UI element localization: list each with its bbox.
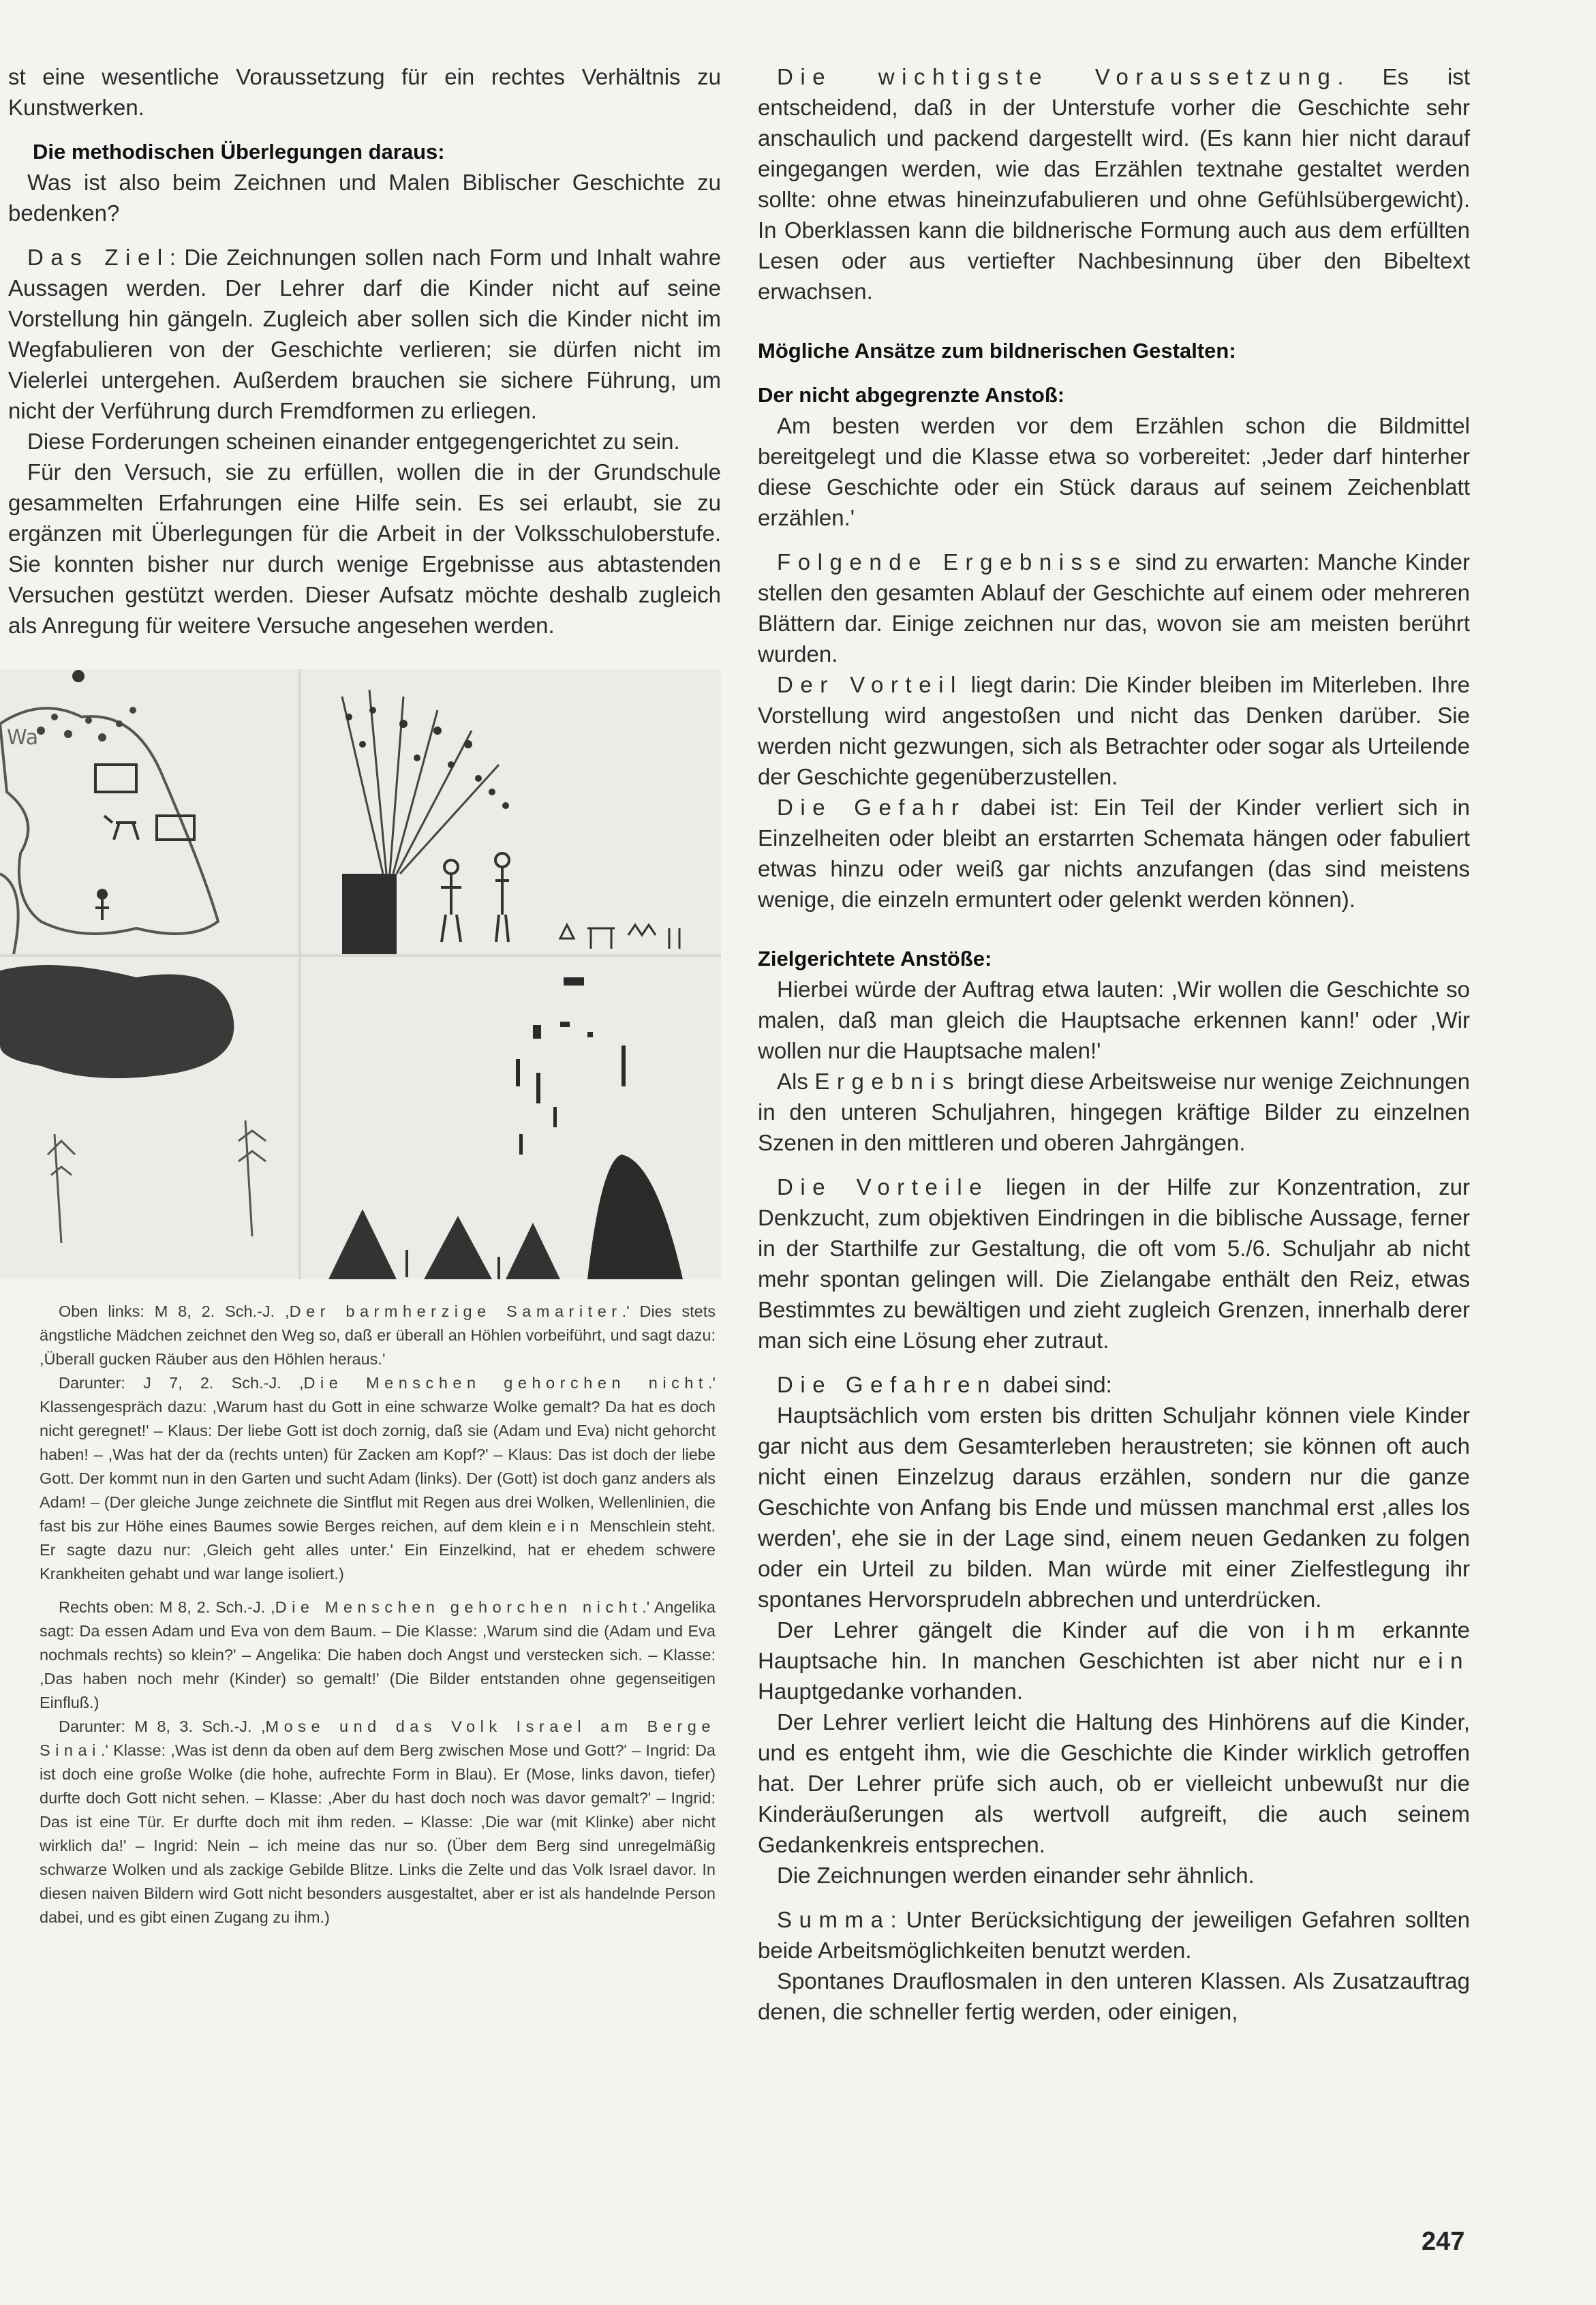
drawing-schwarze-wolke <box>0 957 298 1279</box>
paragraph-ziel: Das Ziel: Die Zeichnungen sollen nach Form und Inhalt wahre Aussagen werden. Der Lehrer darf die Kinder nicht auf seine Vorstellung hin gängeln. Zugleich aber sollen sich die Kinder nicht im Wegfabulieren von der Geschichte verlieren; sie dürfen nicht im Vielerlei untergehen. Außerdem brauchen sie sichere Führung, um nicht der Verführung durch Fremdformen zu erliegen. <box>8 245 721 423</box>
caption-darunter-rechts: Darunter: M 8, 3. Sch.-J. ,Mose und das Volk Israel am Berge Sinai.' Klasse: ,Was ist denn da oben auf dem Berg zwischen Mose und Gott?' – Ingrid: Da ist doch eine große Wolke (die hohe, aufrechte Form in Blau). Er (Mose, links davon, tiefer) durfte doch Gott nicht sehen. – Klasse: ,Aber du hast doch noch was davor gemalt?' – Ingrid: Das ist eine Tür. Er durfte doch mit ihm reden. – Klasse: ,Die war (mit Klinke) aber nicht wirklich da!' – Ingrid: Nein – ich meine das nur so. (Über dem Berg sind unregelmäßig schwarze Wolken und als zackige Gebilde Blitze. Links die Zelte und das Volk Israel davor. In diesen naiven Bildern wird Gott nicht besonders ausgestaltet, aber er ist als handelnde Person dabei, und es gibt einen Zugang zu ihm.) <box>40 1718 716 1926</box>
paragraph-voraussetzung: Die wichtigste Voraussetzung. Es ist entscheidend, daß in der Unterstufe vorher die Geschichte sehr anschaulich und packend dargestellt wird. (Es kann hier nicht darauf eingegangen werden, wie das Erzählen textnahe gestaltet werden sollte: ohne etwas hineinzufabulieren und ohne Gefühlsübergewicht). In Oberklassen kann die bildnerische Formung auch aus dem erfüllten Lesen oder aus vertiefter Nachbesinnung über den Bibeltext erwachsen. <box>758 64 1470 304</box>
paragraph-hauptsaechlich: Hauptsächlich vom ersten bis dritten Schuljahr können viele Kinder gar nicht aus dem Gesamterleben heraustreten; sie können oft auch nicht einen Einzelzug daraus erzählen, sondern nur die ganze Geschichte von Anfang bis Ende und müssen manchmal erst ,alles los werden', ehe sie in der Lage sind, einem neuen Gedanken zu folgen oder ein Urteil zu bilden. Man würde mit einer Zielfestlegung ihr spontanes Hervorsprudeln abbrechen und unterdrücken. <box>758 1403 1470 1612</box>
paragraph-zeichnungen-aehnlich: Die Zeichnungen werden einander sehr ähnlich. <box>777 1863 1255 1888</box>
drawing-adam-eva <box>301 669 721 954</box>
paragraph-lehrer-gaengelt: Der Lehrer gängelt die Kinder auf die von ihm erkannte Hauptsache hin. In manchen Geschichten ist aber nicht nur ein Hauptgedanke vorhanden. <box>758 1617 1470 1704</box>
heading-zielgerichtete-anstoesse: Zielgerichtete Anstöße: <box>758 947 992 971</box>
paragraph-question: Was ist also beim Zeichnen und Malen Biblischer Geschichte zu bedenken? <box>8 170 721 226</box>
caption-oben-links: Oben links: M 8, 2. Sch.-J. ,Der barmherzige Samariter.' Dies stets ängstliche Mädchen zeichnet den Weg so, daß er überall an Höhlen vorbeiführt, und sagt dazu: ,Überall gucken Räuber aus den Höhlen heraus.' <box>40 1302 716 1368</box>
drawing-samariter <box>0 669 298 954</box>
paragraph-ergebnisse: Folgende Ergebnisse sind zu erwarten: Manche Kinder stellen den gesamten Ablauf der Geschichte auf einem oder mehreren Blättern dar. Einige zeichnen nur das, wovon sie am meisten berührt wurden. <box>758 549 1470 667</box>
page-number: 247 <box>1422 2227 1465 2256</box>
caption-rechts-oben: Rechts oben: M 8, 2. Sch.-J. ,Die Menschen gehorchen nicht.' Angelika sagt: Da essen Adam und Eva von dem Baum. – Die Klasse: ,Warum sind die (Adam und Eva nochmals rechts) so klein?' – Angelika: Die haben doch Angst und verstecken sich. – Klasse: ,Das haben noch mehr (Kinder) so gemalt!' (Die Bilder entstanden ohne gegenseitigen Einfluß.) <box>40 1598 716 1711</box>
paragraph-summa: Summa: Unter Berücksichtigung der jeweiligen Gefahren sollten beide Arbeitsmöglichkeiten benutzt werden. <box>758 1907 1470 1963</box>
paragraph-vorteil: Der Vorteil liegt darin: Die Kinder bleiben im Miterleben. Ihre Vorstellung wird angestoßen und nicht das Denken darüber. Sie werden nicht gezwungen, sich als Betrachter oder sogar als Urteilende der Geschichte gegenüberzustellen. <box>758 672 1470 789</box>
paragraph-vorteile: Die Vorteile liegen in der Hilfe zur Konzentration, zur Denkzucht, zum objektiven Eindringen in die biblische Aussage, ferner in der Starthilfe zur Gestaltung, die oft vom 5./6. Schuljahr ab nicht mehr spontan gelingen will. Die Zielangabe enthält den Reiz, etwas Bestimmtes zu bewältigen und zieht zugleich Grenzen, innerhalb derer man sich eine Lösung eher zutraut. <box>758 1174 1470 1353</box>
paragraph-continued: st eine wesentliche Voraussetzung für ein rechtes Verhältnis zu Kunstwerken. <box>8 64 721 120</box>
paragraph-lehrer-verliert: Der Lehrer verliert leicht die Haltung des Hinhörens auf die Kinder, und es entgeht ihm, wie die Geschichte die Kinder wirklich getroffen hat. Der Lehrer prüfe sich auch, ob er vielleicht unbewußt nur die Kinderäußerungen als wertvoll aufgreift, die auch seinem Gedankenkreis entsprechen. <box>758 1709 1470 1857</box>
svg-text:Wa: Wa <box>7 726 39 750</box>
heading-moegliche-ansaetze: Mögliche Ansätze zum bildnerischen Gestalten: <box>758 339 1236 363</box>
paragraph-ergebnis: Als Ergebnis bringt diese Arbeitsweise nur wenige Zeichnungen in den unteren Schuljahren, hingegen kräftige Bilder zu einzelnen Szenen in den mittleren und oberen Jahrgängen. <box>758 1069 1471 1155</box>
heading-methodische-ueberlegungen: Die methodischen Überlegungen daraus: <box>33 140 445 164</box>
right-column <box>758 61 1470 2027</box>
paragraph-gefahren: Die Gefahren dabei sind: <box>777 1372 1112 1397</box>
paragraph-bildmittel: Am besten werden vor dem Erzählen schon die Bildmittel bereitgelegt und die Klasse etwa so vorbereitet: ,Jeder darf hinterher diese Geschichte oder ein Stück daraus auf seinem Zeichenblatt erzählen.' <box>758 413 1470 530</box>
figure-captions <box>0 1300 721 1929</box>
paragraph-versuch: Für den Versuch, sie zu erfüllen, wollen die in der Grundschule gesammelten Erfahrungen eine Hilfe sein. Es sei erlaubt, sie zu ergänzen mit Überlegungen für die Arbeit in der Volksschuloberstufe. Sie konnten bisher nur durch wenige Ergebnisse aus abtastenden Versuchen gestützt werden. Dieser Aufsatz möchte deshalb zugleich als Anregung für weitere Versuche angesehen werden. <box>8 459 721 638</box>
heading-nicht-abgegrenzte-anstoss: Der nicht abgegrenzte Anstoß: <box>758 383 1065 407</box>
spaced-term: Das Ziel <box>27 245 170 270</box>
paragraph-spontanes-malen: Spontanes Drauflosmalen in den unteren Klassen. Als Zusatzauftrag denen, die schneller fertig werden, oder einigen, <box>758 1968 1470 2024</box>
caption-darunter-links: Darunter: J 7, 2. Sch.-J. ,Die Menschen gehorchen nicht.' Klassengespräch dazu: ,Warum hast du Gott in eine schwarze Wolke gemalt? Da hat es doch nicht geregnet!' – Klaus: Der liebe Gott ist doch zornig, daß sie (Adam und Eva) nicht gehorcht haben! – ,Was hat der da (rechts unten) für Zacken am Kopf?' – Klaus: Das ist doch der liebe Gott. Der kommt nun in den Garten und sucht Adam (links). Der (Gott) ist doch ganz anders als Adam! – (Der gleiche Junge zeichnete die Sintflut mit Regen aus drei Wolken, Wellenlinien, die fast bis zur Höhe eines Baumes sowie Berges reichen, auf dem klein ein Menschlein steht. Er sagte dazu nur: ,Gleich geht alles unter.' Ein Einzelkind, hat er ehedem schwere Krankheiten gehabt und war lange isoliert.) <box>40 1374 716 1583</box>
paragraph-auftrag: Hierbei würde der Auftrag etwa lauten: ,Wir wollen die Geschichte so malen, daß man gleich die Hauptsache erkennen kann!' oder ,Wir wollen nur die Hauptsache malen!' <box>758 977 1470 1063</box>
childrens-drawings-figure <box>0 669 721 1279</box>
drawing-mose-sinai <box>301 957 721 1279</box>
paragraph-forderungen: Diese Forderungen scheinen einander entgegengerichtet zu sein. <box>27 429 680 454</box>
left-column <box>0 61 721 1929</box>
paragraph-gefahr: Die Gefahr dabei ist: Ein Teil der Kinder verliert sich in Einzelheiten oder bleibt an erstarrten Schemata hängen oder fabuliert etwas hinzu oder weiß gar nichts anzufangen (das sind meistens wenige, die einzeln ermuntert oder gelenkt werden können). <box>758 795 1471 912</box>
